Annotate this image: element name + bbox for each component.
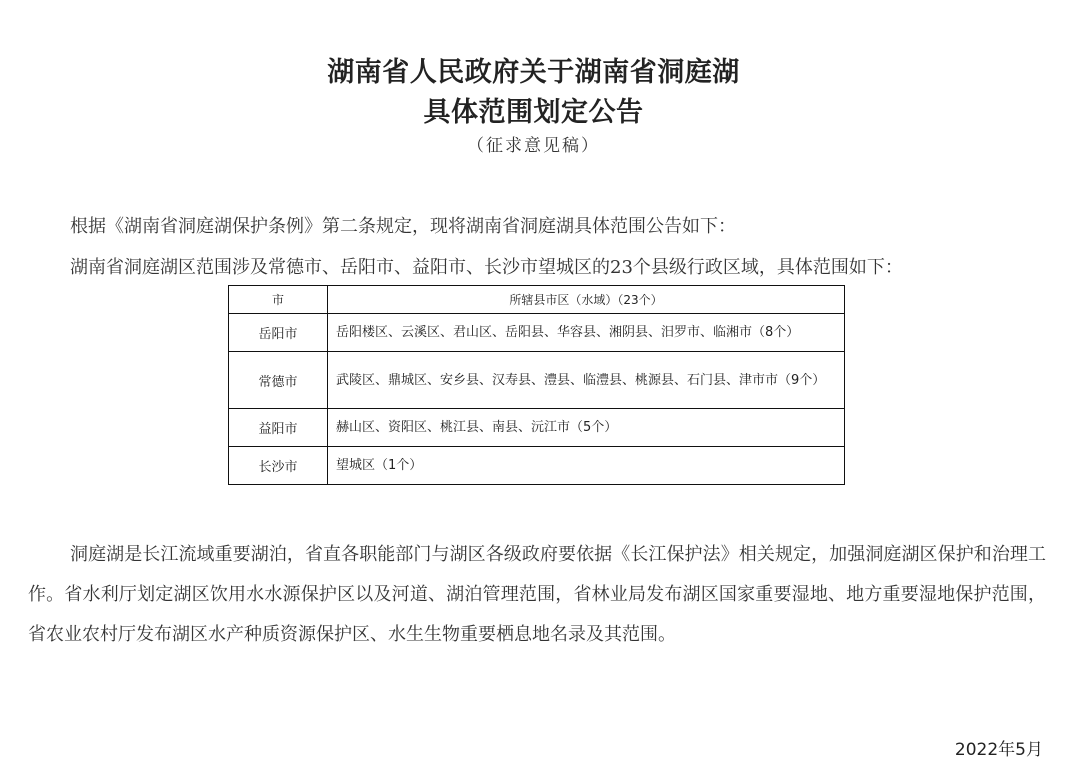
areas-cell: 赫山区、资阳区、桃江县、南县、沅江市（5个） <box>328 409 845 447</box>
areas-cell: 武陵区、鼎城区、安乡县、汉寿县、澧县、临澧县、桃源县、石门县、津市市（9个） <box>328 352 845 409</box>
table-header-row <box>229 286 845 314</box>
table-row <box>229 352 845 409</box>
table-row <box>229 314 845 352</box>
header-areas: 所辖县市区（水域）（23个） <box>328 286 845 314</box>
city-cell: 益阳市 <box>229 409 328 447</box>
header-city: 市 <box>229 286 328 314</box>
document-date: 2022年5月 <box>954 740 1043 760</box>
table-row <box>229 447 845 485</box>
city-cell: 常德市 <box>229 352 328 409</box>
document-title-line2: 具体范围划定公告 <box>423 97 644 128</box>
areas-cell: 望城区（1个） <box>328 447 845 485</box>
scope-paragraph: 湖南省洞庭湖区范围涉及常德市、岳阳市、益阳市、长沙市望城区的23个县级行政区域，具体范围如下： <box>70 257 903 278</box>
intro-paragraph: 根据《湖南省洞庭湖保护条例》第二条规定，现将湖南省洞庭湖具体范围公告如下： <box>70 216 736 237</box>
document-title-line1: 湖南省人民政府关于湖南省洞庭湖 <box>327 57 740 88</box>
document-subtitle: （征求意见稿） <box>467 136 600 156</box>
table-row <box>229 409 845 447</box>
city-cell: 岳阳市 <box>229 314 328 352</box>
protection-paragraph: 洞庭湖是长江流域重要湖泊，省直各职能部门与湖区各级政府要依据《长江保护法》相关规定，加强洞庭湖区保护和治理工作。省水利厅划定湖区饮用水水源保护区以及河道、湖泊管理范围，省林业局发布湖区国家重要湿地、地方重要湿地保护范围，省农业农村厅发布湖区水产种质资源保护区、水生生物重要栖息地名录及其范围。 <box>28 544 1046 645</box>
scope-table <box>228 285 845 485</box>
city-cell: 长沙市 <box>229 447 328 485</box>
areas-cell: 岳阳楼区、云溪区、君山区、岳阳县、华容县、湘阴县、汨罗市、临湘市（8个） <box>328 314 845 352</box>
